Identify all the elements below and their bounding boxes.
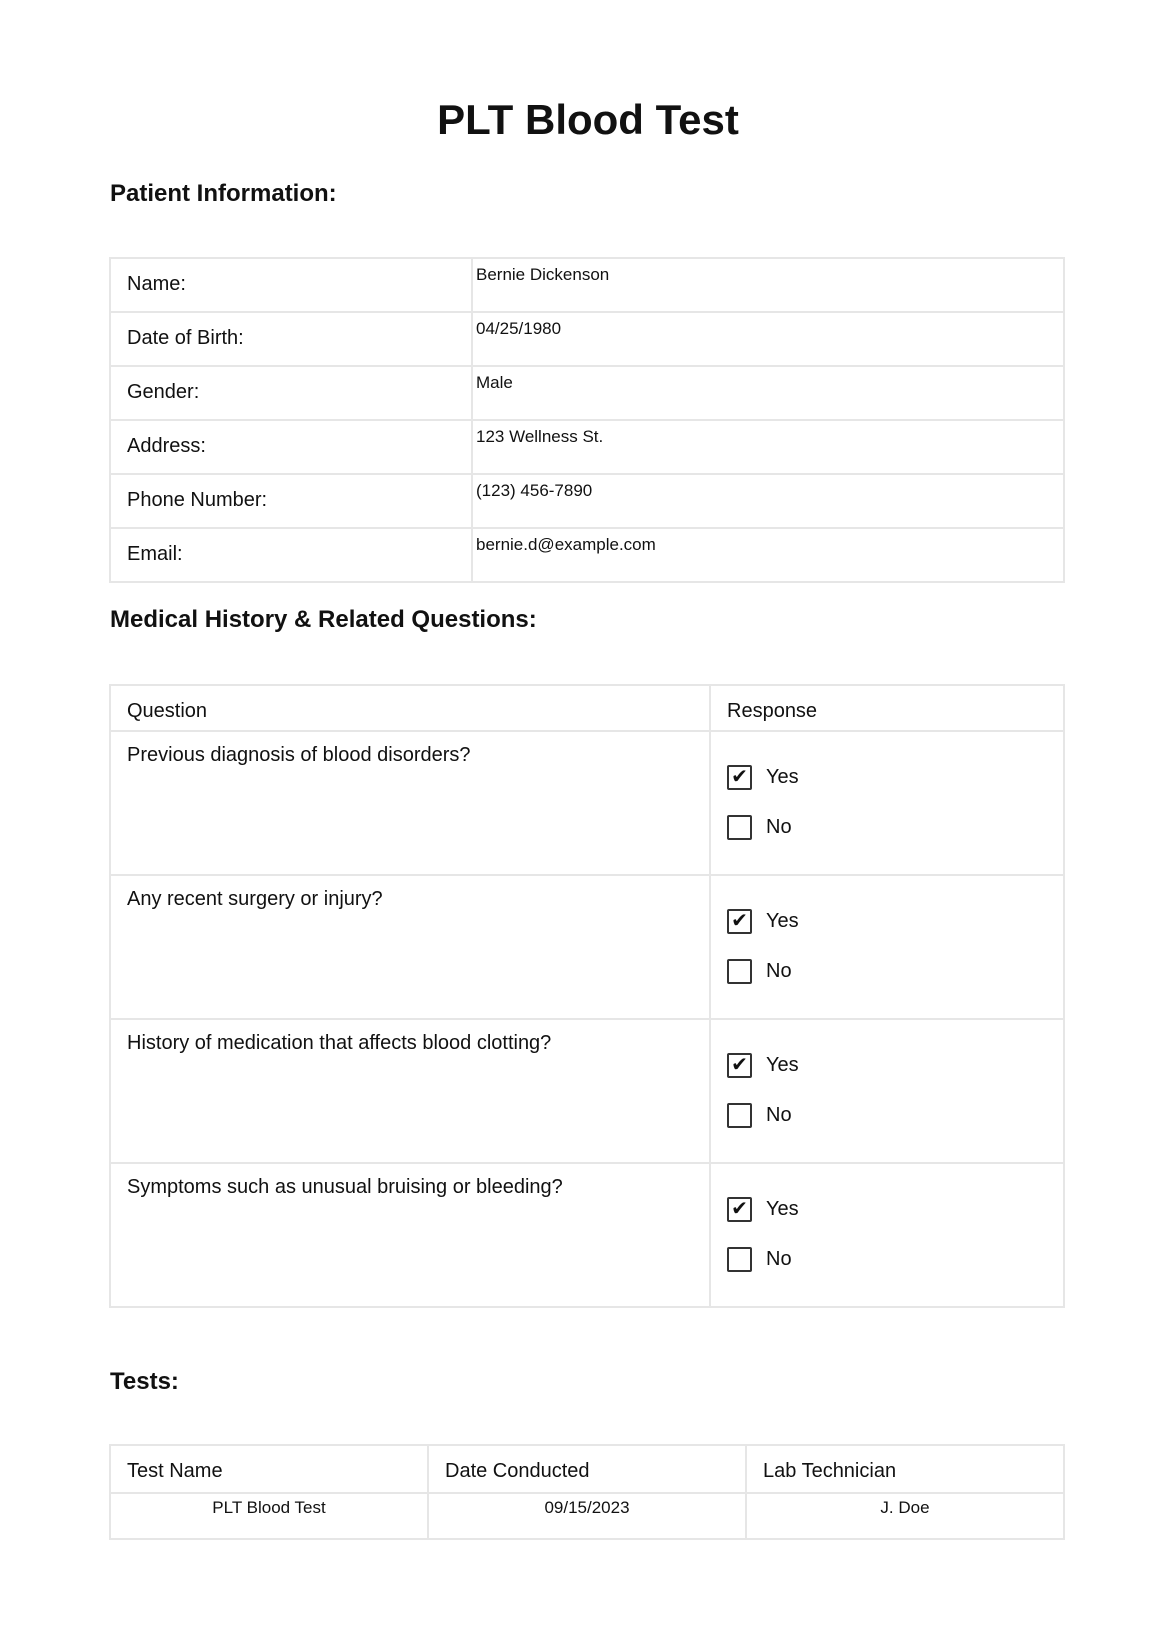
table-row bbox=[110, 1493, 1064, 1539]
checkmark-icon: ✔ bbox=[731, 1198, 748, 1220]
table-cell: 09/15/2023 bbox=[428, 1493, 746, 1539]
table-cell: PLT Blood Test bbox=[110, 1493, 428, 1539]
question-text: Any recent surgery or injury? bbox=[110, 875, 710, 1019]
page-title: PLT Blood Test bbox=[437, 96, 739, 143]
table-row bbox=[110, 258, 1064, 312]
response-cell bbox=[710, 875, 1064, 1019]
checkbox-yes[interactable] bbox=[727, 1053, 752, 1078]
table-row bbox=[110, 474, 1064, 528]
option-yes[interactable] bbox=[727, 1196, 1063, 1222]
table-header-row bbox=[110, 1445, 1064, 1493]
option-yes[interactable] bbox=[727, 908, 1063, 934]
option-yes[interactable] bbox=[727, 1052, 1063, 1078]
field-value: (123) 456-7890 bbox=[472, 474, 1064, 528]
table-row bbox=[110, 1019, 1064, 1163]
option-yes[interactable] bbox=[727, 764, 1063, 790]
table-row bbox=[110, 731, 1064, 875]
option-label: No bbox=[766, 959, 792, 982]
field-label: Name: bbox=[110, 258, 472, 312]
table-cell: J. Doe bbox=[746, 1493, 1064, 1539]
medical-history-heading: Medical History & Related Questions: bbox=[110, 606, 537, 633]
checkmark-icon: ✔ bbox=[731, 1054, 748, 1076]
field-value: bernie.d@example.com bbox=[472, 528, 1064, 582]
response-cell bbox=[710, 1163, 1064, 1307]
table-row bbox=[110, 420, 1064, 474]
option-no[interactable] bbox=[727, 958, 1063, 984]
question-text: History of medication that affects blood clotting? bbox=[110, 1019, 710, 1163]
option-label: No bbox=[766, 1103, 792, 1126]
checkbox-no[interactable] bbox=[727, 959, 752, 984]
option-label: No bbox=[766, 1247, 792, 1270]
tests-table bbox=[109, 1444, 1065, 1540]
field-label: Email: bbox=[110, 528, 472, 582]
table-row bbox=[110, 1163, 1064, 1307]
column-header: Lab Technician bbox=[746, 1445, 1064, 1493]
field-value: Bernie Dickenson bbox=[472, 258, 1064, 312]
field-label: Address: bbox=[110, 420, 472, 474]
medical-history-table bbox=[109, 684, 1065, 1308]
checkbox-no[interactable] bbox=[727, 815, 752, 840]
option-label: Yes bbox=[766, 765, 799, 788]
column-header: Test Name bbox=[110, 1445, 428, 1493]
patient-info-table bbox=[109, 257, 1065, 583]
option-no[interactable] bbox=[727, 814, 1063, 840]
option-no[interactable] bbox=[727, 1246, 1063, 1272]
checkbox-yes[interactable] bbox=[727, 1197, 752, 1222]
option-label: Yes bbox=[766, 1053, 799, 1076]
option-label: Yes bbox=[766, 909, 799, 932]
checkbox-yes[interactable] bbox=[727, 765, 752, 790]
tests-heading: Tests: bbox=[110, 1368, 179, 1395]
option-no[interactable] bbox=[727, 1102, 1063, 1128]
table-row bbox=[110, 312, 1064, 366]
field-value: 123 Wellness St. bbox=[472, 420, 1064, 474]
question-text: Previous diagnosis of blood disorders? bbox=[110, 731, 710, 875]
option-label: No bbox=[766, 815, 792, 838]
checkbox-yes[interactable] bbox=[727, 909, 752, 934]
checkmark-icon: ✔ bbox=[731, 910, 748, 932]
column-header: Date Conducted bbox=[428, 1445, 746, 1493]
table-row bbox=[110, 528, 1064, 582]
field-label: Date of Birth: bbox=[110, 312, 472, 366]
option-label: Yes bbox=[766, 1197, 799, 1220]
response-cell bbox=[710, 1019, 1064, 1163]
field-label: Gender: bbox=[110, 366, 472, 420]
patient-info-heading: Patient Information: bbox=[110, 180, 337, 207]
checkmark-icon: ✔ bbox=[731, 766, 748, 788]
table-row bbox=[110, 875, 1064, 1019]
checkbox-no[interactable] bbox=[727, 1103, 752, 1128]
field-value: 04/25/1980 bbox=[472, 312, 1064, 366]
checkbox-no[interactable] bbox=[727, 1247, 752, 1272]
table-row bbox=[110, 366, 1064, 420]
field-label: Phone Number: bbox=[110, 474, 472, 528]
column-header-response: Response bbox=[710, 685, 1064, 731]
field-value: Male bbox=[472, 366, 1064, 420]
table-header-row bbox=[110, 685, 1064, 731]
question-text: Symptoms such as unusual bruising or bleeding? bbox=[110, 1163, 710, 1307]
column-header-question: Question bbox=[110, 685, 710, 731]
response-cell bbox=[710, 731, 1064, 875]
